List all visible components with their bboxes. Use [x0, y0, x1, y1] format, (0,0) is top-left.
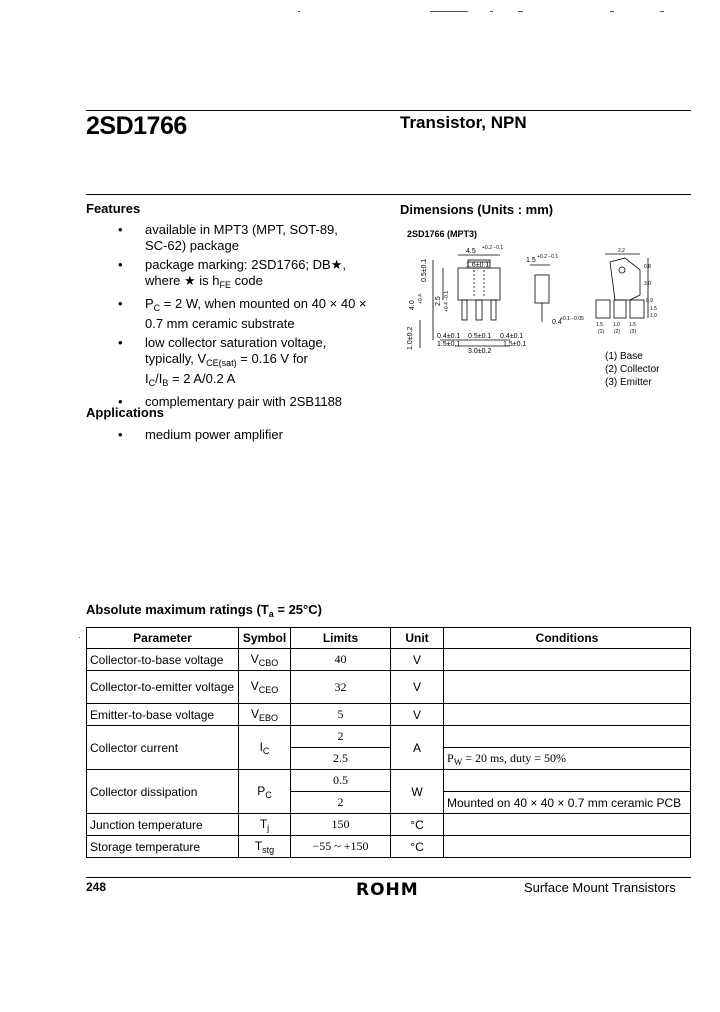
package-label: 2SD1766 (MPT3)	[407, 229, 478, 239]
application-item: medium power amplifier	[145, 427, 283, 442]
table-row: Emitter-to-base voltage $V_{EBO}$ 5 V	[87, 704, 691, 726]
feature-item: • available in MPT3 (MPT, SOT-89, SC-62) package	[118, 222, 338, 253]
feature-item: • low collector saturation voltage, typically, $V_{CE(sat)} = 0.16$ V for $I_C/I_B = 2$ A/0.2 A	[118, 335, 327, 388]
table-header-row	[87, 628, 691, 649]
feature-item: • complementary pair with 2SB1188	[118, 394, 343, 409]
table-row: Junction temperature $T_j$ 150 °C	[87, 814, 691, 836]
scan-speck	[298, 11, 300, 12]
dim-label: 1.5±0.1	[503, 341, 527, 348]
pin-legend	[605, 350, 659, 389]
scan-speck	[610, 11, 614, 12]
features-heading: Features	[86, 201, 141, 216]
dim-label: 1.0	[613, 322, 620, 328]
dim-label: 1.5	[596, 322, 603, 328]
dim-label: 3.0	[644, 281, 651, 287]
col-header: Limits	[291, 628, 391, 649]
package-body	[458, 268, 500, 300]
feature-item: • $P_C = 2$ W, when mounted on 40 × 40 × 0.7 mm ceramic substrate	[118, 296, 367, 331]
dim-label: 1.5	[526, 257, 536, 264]
dim-label: +0.1 −0.05	[560, 316, 584, 322]
dim-label: +0.2 −0.1	[537, 254, 559, 260]
ratings-table	[86, 627, 691, 858]
pin-number: (2)	[614, 329, 621, 335]
brand-logo: ROHM	[356, 880, 419, 900]
page-number: 248	[86, 880, 107, 894]
pad-3	[630, 300, 644, 318]
bullet: •	[118, 257, 123, 272]
applications-heading: Applications	[86, 405, 165, 420]
col-header: Unit	[391, 628, 444, 649]
pad-2	[614, 300, 626, 318]
dim-label: +0.4	[418, 294, 424, 304]
dim-label: 1.0±0.2	[407, 326, 414, 350]
table-row: Collector dissipation $P_C$ 0.5 W	[87, 770, 691, 792]
dim-label: +0.2 −0.1	[482, 245, 504, 251]
ratings-heading: Absolute maximum ratings $(T_a = 25^\circ C)$	[86, 602, 322, 619]
dim-label: 0.8	[644, 264, 651, 270]
table-row: Collector current $I_C$ 2 A	[87, 726, 691, 748]
dim-label: 1.6±0.1	[466, 262, 490, 269]
device-type: Transistor, NPN	[400, 113, 527, 132]
pin-number: (3)	[630, 329, 637, 335]
dim-label: 2.2	[618, 248, 625, 254]
table-row: Collector-to-base voltage $V_{CBO}$ 40 V	[87, 649, 691, 671]
side-view-body	[535, 275, 549, 303]
part-number: 2SD1766	[86, 112, 187, 140]
dim-label: 3.0±0.2	[468, 348, 492, 355]
dim-label: 1.0	[650, 313, 657, 319]
dim-label: 0.4±0.1	[500, 333, 524, 340]
dim-label: 2.5	[435, 296, 442, 306]
dim-label: 0.4±0.1	[437, 333, 461, 340]
scan-speck	[660, 11, 664, 12]
lead-1	[462, 300, 467, 320]
dim-label: +0.4 −0.1	[444, 290, 450, 312]
dim-label: 1.5	[629, 322, 636, 328]
dim-label: 0.5±0.1	[421, 258, 428, 282]
table-row: Storage temperature $T_{stg}$ −55 ~ +150 °C	[87, 836, 691, 858]
footprint-outline	[610, 258, 640, 300]
features-list	[118, 222, 390, 413]
header-top-rule	[86, 110, 691, 111]
lead-2	[476, 300, 482, 320]
dim-label: 0.9	[646, 298, 653, 304]
dimensions-heading: Dimensions (Units : mm)	[400, 202, 554, 217]
header-bottom-rule	[86, 194, 691, 195]
dim-label: 1.5±0.1	[437, 341, 461, 348]
footer-rule	[86, 877, 691, 878]
feature-item: • package marking: 2SD1766; DB★, where ★ is $h_{FE}$ code	[118, 257, 346, 290]
dim-label: 4.5	[466, 248, 476, 255]
pin-number: (1)	[598, 329, 605, 335]
scan-mark: ·	[78, 633, 81, 642]
bullet: •	[118, 222, 123, 237]
table-row: 2.5 $P_W = 20$ ms, duty = 50%	[87, 748, 691, 770]
scan-speck	[518, 11, 523, 12]
bullet: •	[118, 296, 123, 311]
table-row: Collector-to-emitter voltage $V_{CEO}$ 32 V	[87, 671, 691, 704]
table-row: 2 Mounted on 40 × 40 × 0.7 mm ceramic PCB	[87, 792, 691, 814]
scan-speck	[430, 11, 468, 12]
col-header: Conditions	[444, 628, 691, 649]
pad-1	[596, 300, 610, 318]
tab-hole	[619, 267, 625, 273]
col-header: Parameter	[87, 628, 239, 649]
section-title: Surface Mount Transistors	[524, 880, 676, 895]
bullet: •	[118, 394, 123, 409]
scan-speck	[490, 11, 493, 12]
pin-legend-item: (3) Emitter	[605, 377, 652, 388]
lead-3	[491, 300, 496, 320]
applications-list	[118, 427, 283, 443]
dim-label: 4.0	[409, 300, 416, 310]
bullet: •	[118, 427, 123, 442]
dim-label: 0.4	[552, 319, 562, 326]
pin-legend-item: (1) Base	[605, 351, 643, 362]
bullet: •	[118, 335, 123, 350]
col-header: Symbol	[239, 628, 291, 649]
dim-label: 0.5±0.1	[468, 333, 492, 340]
dim-label: 1.5	[650, 306, 657, 312]
pin-legend-item: (2) Collector	[605, 364, 660, 375]
package-dimension-drawing	[400, 240, 660, 355]
